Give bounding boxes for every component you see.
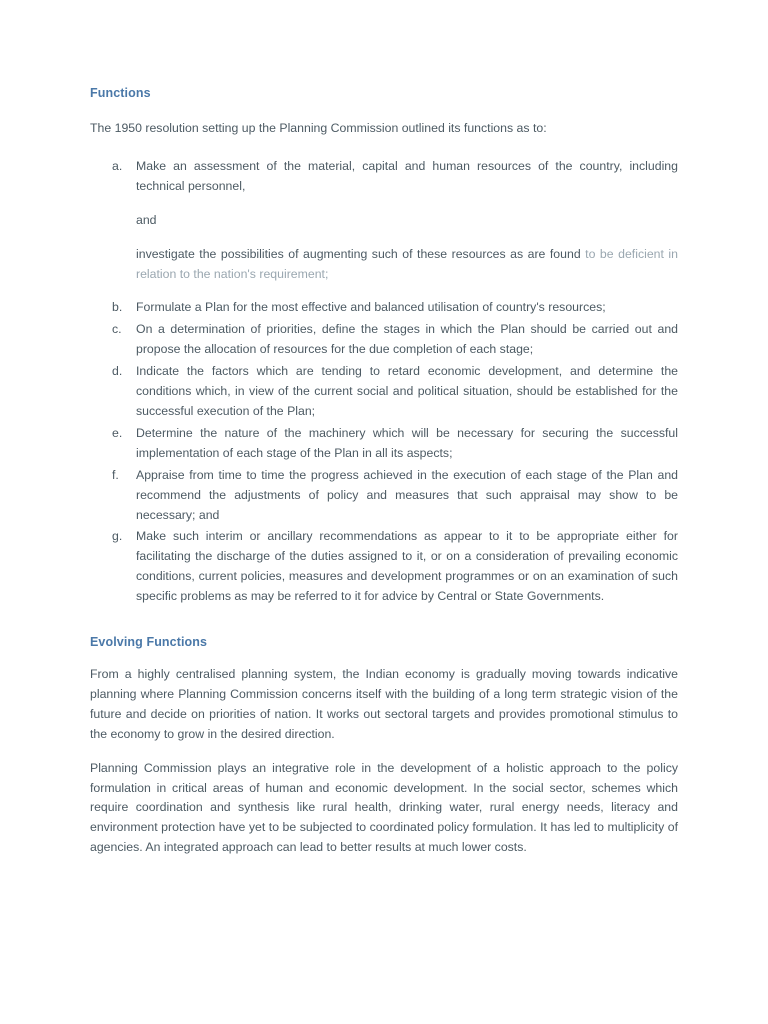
list-item-marker: d. [112, 364, 123, 379]
list-item-marker: b. [112, 300, 123, 315]
list-item-marker: c. [112, 322, 122, 337]
list-item [90, 466, 678, 526]
functions-list [90, 157, 678, 607]
evolving-functions-paragraph-1: From a highly centralised planning system, the Indian economy is gradually moving towards indicative planning where Planning Commission concerns itself with the building of a long term strategic vision of the future and decide on priorities of nation. It works out sectoral targets and provides promotional stimulus to the economy to grow in the desired direction. [90, 667, 678, 741]
list-item-marker: g. [112, 529, 123, 544]
list-item [90, 424, 678, 464]
list-item-marker: e. [112, 425, 123, 440]
page-title: Functions [90, 86, 151, 100]
list-item-subparagraph-investigate: investigate the possibilities of augmenting such of these resources as are found to be deficient in relation to the nation's requirement; [136, 246, 678, 281]
list-item [90, 298, 678, 318]
list-item-subparagraph-and: and [136, 212, 157, 227]
list-item-text: Appraise from time to time the progress achieved in the execution of each stage of the Plan and recommend the adjustments of policy and measures that such appraisal may show to be necessary; and [136, 467, 678, 522]
list-item [90, 157, 678, 285]
list-item-text: Formulate a Plan for the most effective and balanced utilisation of country's resources; [136, 300, 606, 315]
evolving-functions-paragraph-2: Planning Commission plays an integrative role in the development of a holistic approach to the policy formulation in critical areas of human and economic development. In the social sector, schemes which require coordination and synthesis like rural health, drinking water, rural energy needs, literacy and environment protection have yet to be subjected to coordinated policy formulation. It has led to multiplicity of agencies. An integrated approach can lead to better results at much lower costs. [90, 760, 678, 855]
list-item [90, 320, 678, 360]
list-item [90, 527, 678, 607]
evolving-functions-heading: Evolving Functions [90, 635, 208, 650]
document-content [90, 86, 678, 858]
list-item [90, 362, 678, 422]
list-item-text: Make such interim or ancillary recommendations as appear to it to be appropriate either for facilitating the discharge of the duties assigned to it, or on a consideration of prevailing economic conditions, current policies, measures and development programmes or on an examination of such specific problems as may be referred to it for advice by Central or State Governments. [136, 529, 678, 604]
list-item-marker: a. [112, 158, 123, 173]
list-item-text: Indicate the factors which are tending to retard economic development, and determine the conditions which, in view of the current social and political situation, should be established for the successful execution of the Plan; [136, 364, 678, 418]
list-item-text: On a determination of priorities, define the stages in which the Plan should be carried out and propose the allocation of resources for the due completion of each stage; [136, 322, 678, 357]
functions-intro-paragraph: The 1950 resolution setting up the Planning Commission outlined its functions as to: [90, 121, 547, 135]
list-item-text: Determine the nature of the machinery which will be necessary for securing the successful implementation of each stage of the Plan in all its aspects; [136, 425, 678, 460]
list-item-marker: f. [112, 467, 119, 482]
list-item-text: Make an assessment of the material, capital and human resources of the country, including technical personnel, [136, 158, 678, 193]
